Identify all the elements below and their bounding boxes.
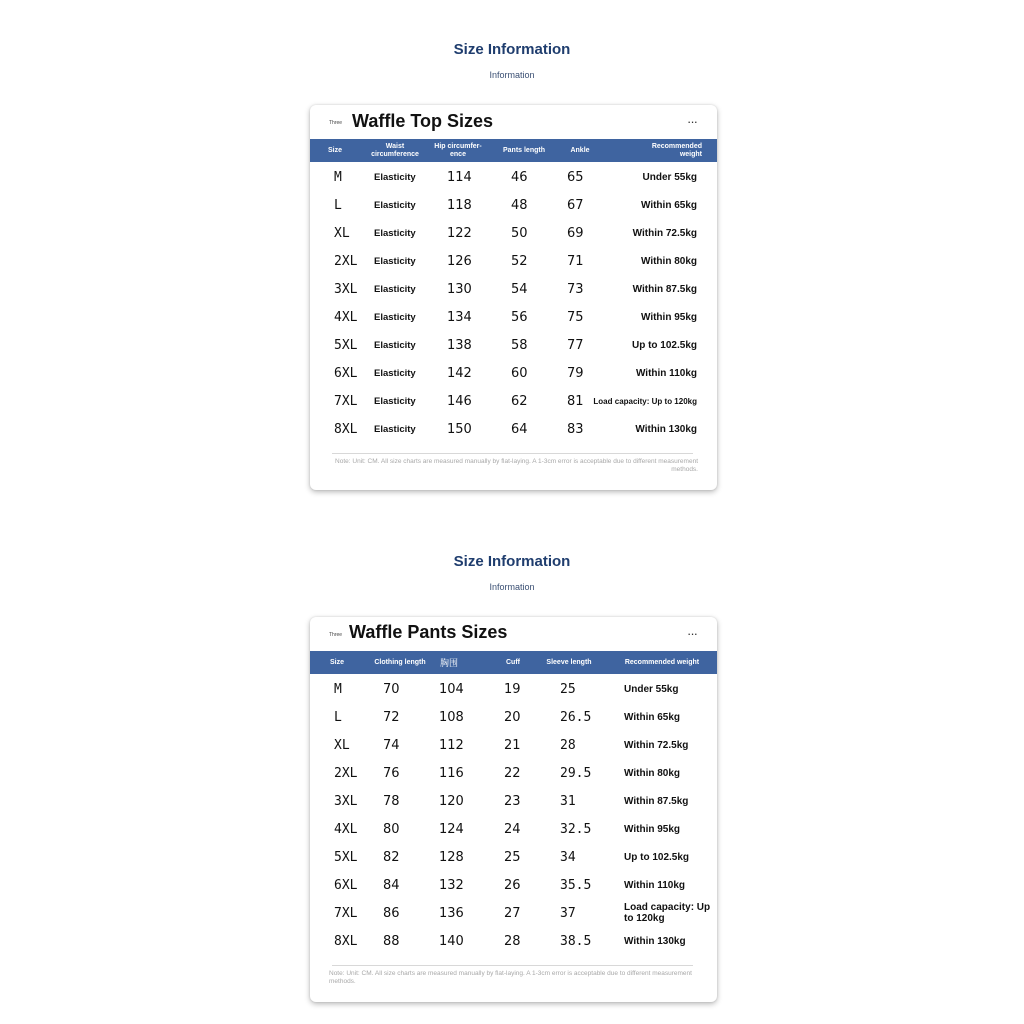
cuff-cell: 20 (504, 709, 521, 725)
table-row (310, 387, 717, 415)
weight-cell: Load capacity: Up to 120kg (624, 902, 711, 924)
table-row (310, 815, 717, 843)
cuff-cell: 27 (504, 905, 521, 921)
size-cell: 2XL (334, 253, 358, 269)
sleeve-length-cell: 34 (560, 849, 576, 865)
measurement-note: Note: Unit: CM. All size charts are measured manually by flat-laying. A 1-3cm error is acceptable due to different measurement methods. (335, 458, 698, 473)
size-cell: 8XL (334, 421, 358, 437)
waist-cell: Elasticity (374, 395, 416, 407)
ankle-cell: 83 (567, 421, 584, 437)
cuff-cell: 21 (504, 737, 521, 753)
table-row (310, 843, 717, 871)
size-cell: 2XL (334, 765, 358, 781)
col-header-pants-length: Pants length (502, 146, 545, 154)
pants-length-cell: 62 (511, 393, 528, 409)
waist-cell: Elasticity (374, 423, 416, 435)
clothing-length-cell: 82 (383, 849, 400, 865)
pants-length-cell: 52 (511, 253, 528, 269)
table-row (310, 703, 717, 731)
hip-cell: 130 (447, 281, 472, 297)
clothing-length-cell: 74 (383, 737, 400, 753)
size-cell: M (334, 681, 342, 697)
table-row (310, 787, 717, 815)
ankle-cell: 69 (567, 225, 584, 241)
table-row (310, 415, 717, 443)
chest-cell: 112 (439, 737, 464, 753)
table-header (310, 139, 717, 162)
section-heading: Size Information (453, 553, 571, 570)
note-divider (332, 453, 693, 454)
ankle-cell: 71 (567, 253, 584, 269)
table-row (310, 731, 717, 759)
clothing-length-cell: 70 (383, 681, 400, 697)
more-options-icon[interactable]: ··· (687, 114, 697, 129)
col-header-waist: Waist circumference (371, 142, 419, 158)
size-cell: 3XL (334, 793, 358, 809)
chest-cell: 128 (439, 849, 464, 865)
table-row (310, 303, 717, 331)
sleeve-length-cell: 28 (560, 737, 576, 753)
size-cell: L (334, 197, 342, 213)
size-cell: 5XL (334, 849, 358, 865)
size-cell: L (334, 709, 342, 725)
ankle-cell: 67 (567, 197, 584, 213)
pants-size-card (310, 617, 717, 1002)
weight-cell: Within 72.5kg (624, 739, 689, 751)
chest-cell: 120 (439, 793, 464, 809)
waist-cell: Elasticity (374, 199, 416, 211)
weight-cell: Within 87.5kg (624, 795, 689, 807)
hip-cell: 114 (447, 169, 472, 185)
size-cell: 5XL (334, 337, 358, 353)
ankle-cell: 79 (567, 365, 584, 381)
table-row (310, 675, 717, 703)
size-cell: 6XL (334, 365, 358, 381)
weight-cell: Within 110kg (624, 879, 686, 891)
table-header (310, 651, 717, 674)
ankle-cell: 81 (567, 393, 584, 409)
hip-cell: 146 (447, 393, 472, 409)
weight-cell: Within 72.5kg (632, 227, 697, 239)
table-row (310, 163, 717, 191)
ankle-cell: 75 (567, 309, 584, 325)
sleeve-length-cell: 31 (560, 793, 576, 809)
pants-length-cell: 50 (511, 225, 528, 241)
col-header-chest: 胸围 (439, 657, 458, 668)
chest-cell: 124 (439, 821, 464, 837)
weight-cell: Within 80kg (624, 767, 681, 779)
card-title: Waffle Top Sizes (352, 111, 494, 131)
table-row (310, 275, 717, 303)
ankle-cell: 73 (567, 281, 584, 297)
title-prefix: Three (329, 120, 343, 126)
size-cell: 4XL (334, 309, 358, 325)
col-header-clothing-length: Clothing length (374, 658, 426, 666)
table-row (310, 219, 717, 247)
pants-length-cell: 56 (511, 309, 528, 325)
waist-cell: Elasticity (374, 171, 416, 183)
table-row (310, 191, 717, 219)
weight-cell: Within 87.5kg (632, 283, 697, 295)
card-title: Waffle Pants Sizes (349, 622, 508, 642)
section-heading: Size Information (453, 41, 571, 58)
waist-cell: Elasticity (374, 367, 416, 379)
col-header-cuff: Cuff (506, 658, 520, 666)
col-header-weight: Recommended weight (651, 142, 702, 158)
clothing-length-cell: 76 (383, 765, 400, 781)
pants-length-cell: 48 (511, 197, 528, 213)
weight-cell: Within 95kg (624, 823, 681, 835)
cuff-cell: 28 (504, 933, 521, 949)
weight-cell: Within 130kg (624, 935, 686, 947)
clothing-length-cell: 84 (383, 877, 400, 893)
cuff-cell: 19 (504, 681, 521, 697)
weight-cell: Load capacity: Up to 120kg (593, 396, 697, 406)
card-header (310, 105, 717, 139)
cuff-cell: 24 (504, 821, 521, 837)
table-row (310, 871, 717, 899)
col-header-hip: Hip circumfer-ence (434, 142, 482, 158)
weight-cell: Within 80kg (640, 255, 697, 267)
table-row (310, 927, 717, 955)
waist-cell: Elasticity (374, 227, 416, 239)
size-cell: M (334, 169, 342, 185)
clothing-length-cell: 72 (383, 709, 400, 725)
section-subheading: Information (489, 582, 535, 592)
note-divider (332, 965, 693, 966)
clothing-length-cell: 86 (383, 905, 400, 921)
title-prefix: Three (329, 632, 343, 638)
size-cell: 3XL (334, 281, 358, 297)
table-row (310, 759, 717, 787)
chest-cell: 136 (439, 905, 464, 921)
col-header-size: Size (327, 146, 342, 154)
table-row (310, 331, 717, 359)
weight-cell: Up to 102.5kg (631, 339, 697, 351)
weight-cell: Under 55kg (624, 683, 679, 695)
measurement-note: Note: Unit: CM. All size charts are measured manually by flat-laying. A 1-3cm error is acceptable due to different measurement methods. (329, 970, 692, 985)
sleeve-length-cell: 37 (560, 905, 576, 921)
weight-cell: Within 65kg (624, 711, 681, 723)
col-header-sleeve-length: Sleeve length (546, 658, 592, 666)
card-header (310, 617, 717, 651)
cuff-cell: 26 (504, 877, 521, 893)
table-row (310, 899, 717, 927)
weight-cell: Within 130kg (635, 423, 697, 435)
waist-cell: Elasticity (374, 255, 416, 267)
hip-cell: 118 (447, 197, 472, 213)
size-cell: 7XL (334, 905, 358, 921)
more-options-icon[interactable]: ··· (687, 626, 697, 641)
table-row (310, 359, 717, 387)
chest-cell: 140 (439, 933, 464, 949)
size-cell: 8XL (334, 933, 358, 949)
chest-cell: 132 (439, 877, 464, 893)
weight-cell: Within 95kg (640, 311, 697, 323)
cuff-cell: 25 (504, 849, 521, 865)
section-subheading: Information (489, 70, 535, 80)
chest-cell: 116 (439, 765, 464, 781)
pants-length-cell: 46 (511, 169, 528, 185)
waist-cell: Elasticity (374, 339, 416, 351)
hip-cell: 142 (447, 365, 472, 381)
sleeve-length-cell: 38.5 (560, 933, 592, 949)
waist-cell: Elasticity (374, 311, 416, 323)
col-header-size: Size (329, 658, 344, 666)
tops-size-card (310, 105, 717, 490)
table-body (310, 163, 717, 443)
sleeve-length-cell: 25 (560, 681, 576, 697)
col-header-weight: Recommended weight (624, 658, 700, 666)
ankle-cell: 65 (567, 169, 584, 185)
pants-length-cell: 64 (511, 421, 528, 437)
sleeve-length-cell: 29.5 (560, 765, 592, 781)
weight-cell: Within 65kg (640, 199, 697, 211)
size-cell: 7XL (334, 393, 358, 409)
hip-cell: 126 (447, 253, 472, 269)
cuff-cell: 22 (504, 765, 521, 781)
cuff-cell: 23 (504, 793, 521, 809)
pants-length-cell: 60 (511, 365, 528, 381)
table-body (310, 675, 717, 955)
col-header-ankle: Ankle (570, 146, 590, 154)
weight-cell: Up to 102.5kg (624, 851, 690, 863)
size-cell: 6XL (334, 877, 358, 893)
sleeve-length-cell: 32.5 (560, 821, 592, 837)
size-cell: XL (334, 225, 350, 241)
hip-cell: 138 (447, 337, 472, 353)
clothing-length-cell: 78 (383, 793, 400, 809)
clothing-length-cell: 88 (383, 933, 400, 949)
hip-cell: 150 (447, 421, 472, 437)
pants-length-cell: 54 (511, 281, 528, 297)
size-cell: 4XL (334, 821, 358, 837)
hip-cell: 134 (447, 309, 472, 325)
table-row (310, 247, 717, 275)
pants-length-cell: 58 (511, 337, 528, 353)
hip-cell: 122 (447, 225, 472, 241)
weight-cell: Within 110kg (635, 367, 697, 379)
waist-cell: Elasticity (374, 283, 416, 295)
sleeve-length-cell: 26.5 (560, 709, 592, 725)
sleeve-length-cell: 35.5 (560, 877, 592, 893)
size-cell: XL (334, 737, 350, 753)
clothing-length-cell: 80 (383, 821, 400, 837)
ankle-cell: 77 (567, 337, 584, 353)
chest-cell: 104 (439, 681, 464, 697)
chest-cell: 108 (439, 709, 464, 725)
weight-cell: Under 55kg (642, 171, 697, 183)
